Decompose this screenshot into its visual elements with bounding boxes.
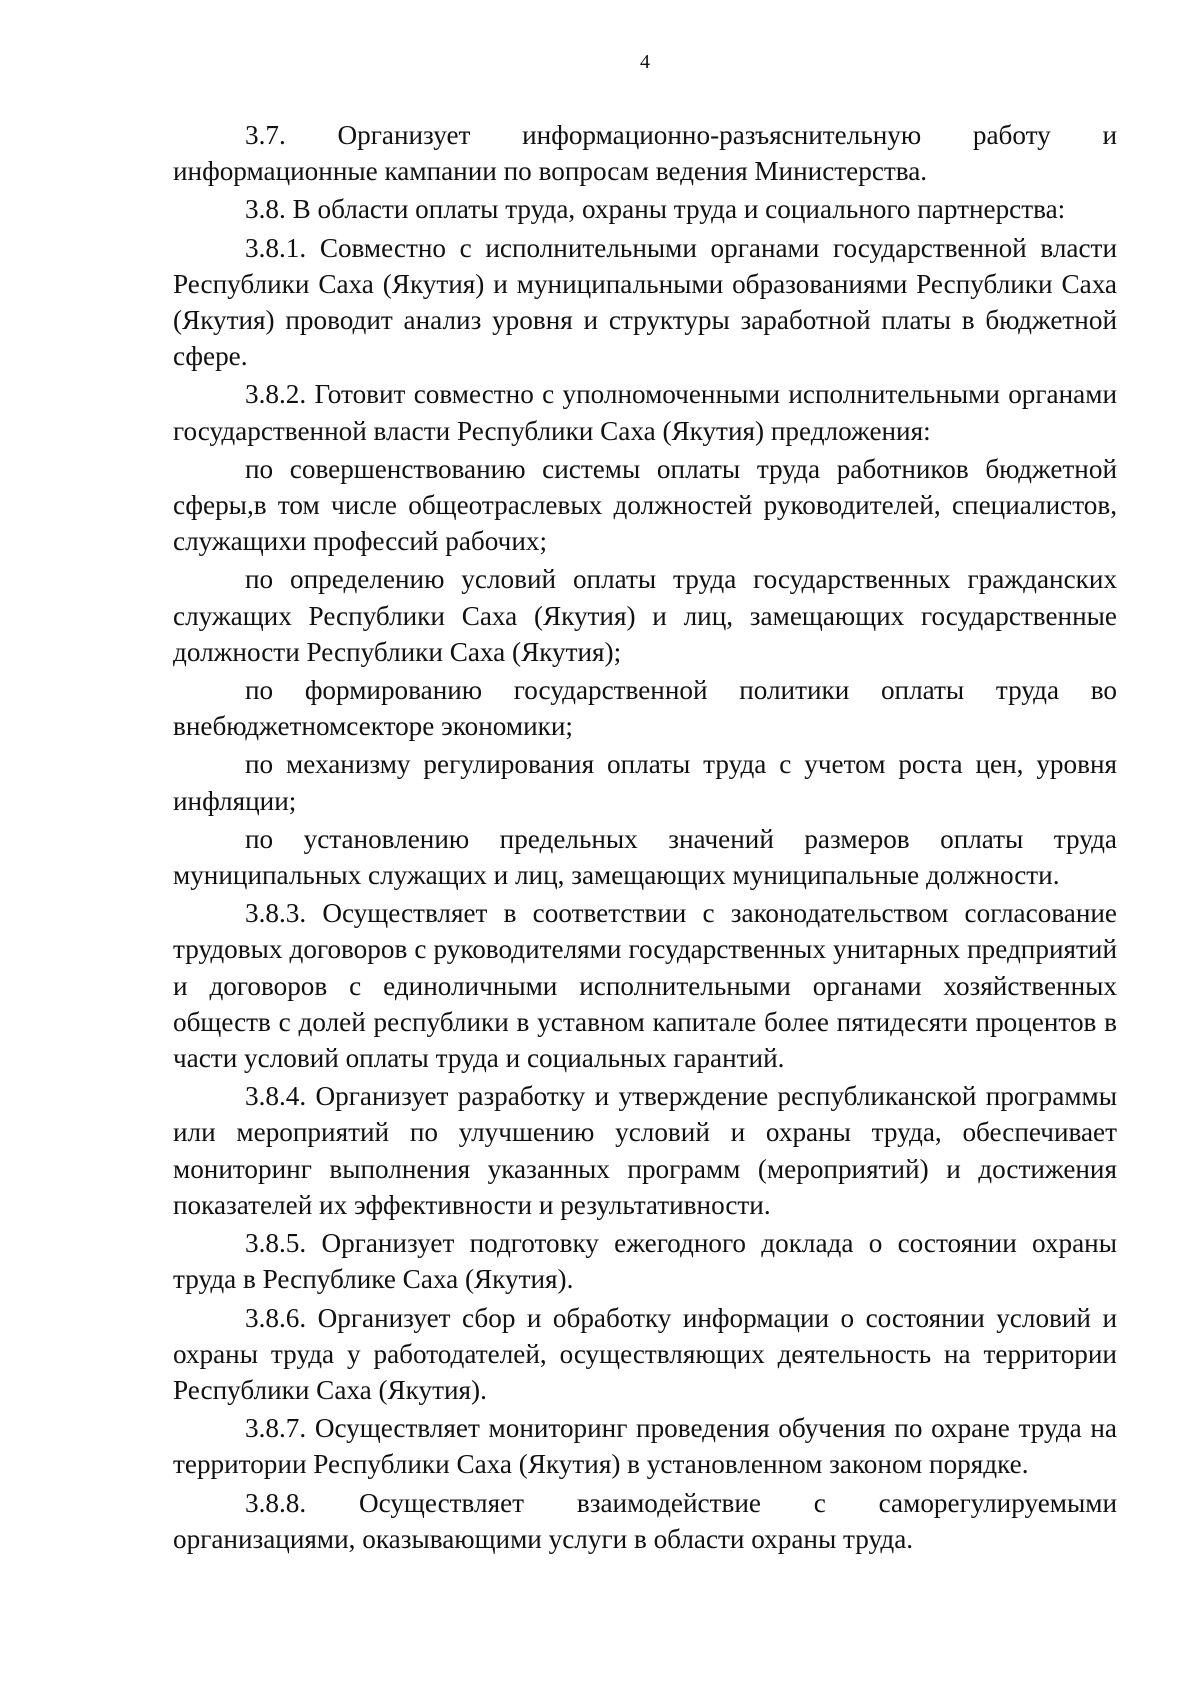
paragraph-3-8-7: 3.8.7. Осуществляет мониторинг проведения обучения по охране труда на территории Республики Саха (Якутия) в установленном законом порядке. bbox=[173, 1413, 1117, 1480]
paragraph-3-8-1: 3.8.1. Совместно с исполнительными органами государственной власти Республики Саха (Якутия) и муниципальными образованиями Республики Саха (Якутия) проводит анализ уровня и структуры заработной платы в бюджетной сфере. bbox=[173, 232, 1117, 372]
paragraph-3-8-6: 3.8.6. Организует сбор и обработку информации о состоянии условий и охраны труда у работодателей, осуществляющих деятельность на территории Республики Саха (Якутия). bbox=[173, 1302, 1117, 1405]
paragraph-3-8-4: 3.8.4. Организует разработку и утверждение республиканской программы или мероприятий по улучшению условий и охраны труда, обеспечивает мониторинг выполнения указанных программ (мероприятий) и достижения показателей их эффективности и результативности. bbox=[173, 1081, 1117, 1220]
paragraph-3-8-3: 3.8.3. Осуществляет в соответствии с законодательством согласование трудовых договоров с руководителями государственных унитарных предприятий и договоров с единоличными исполнительными органами хозяйственных обществ с долей республики в уставном капитале более пятидесяти процентов в части условий оплаты труда и социальных гарантий. bbox=[173, 898, 1117, 1074]
paragraph-3-7: 3.7. Организует информационно-разъяснительную работу и информационные кампании по вопросам ведения Министерства. bbox=[173, 120, 1117, 187]
paragraph-proposal-municipal-pay-limits: по установлению предельных значений размеров оплаты труда муниципальных служащих и лиц, замещающих муниципальные должности. bbox=[173, 823, 1117, 891]
paragraph-3-8-8: 3.8.8. Осуществляет взаимодействие с саморегулируемыми организациями, оказывающими услуги в области охраны труда. bbox=[173, 1487, 1117, 1554]
paragraph-3-8-5: 3.8.5. Организует подготовку ежегодного доклада о состоянии охраны труда в Республике Саха (Якутия). bbox=[173, 1228, 1117, 1295]
paragraph-proposal-payroll-system: по совершенствованию системы оплаты труда работников бюджетной сферы,в том числе общеотраслевых должностей руководителей, специалистов, служащихи профессий рабочих; bbox=[173, 453, 1117, 557]
document-body bbox=[173, 117, 1117, 1559]
paragraph-proposal-pay-regulation: по механизму регулирования оплаты труда с учетом роста цен, уровня инфляции; bbox=[173, 749, 1117, 816]
paragraph-3-8-2: 3.8.2. Готовит совместно с уполномоченными исполнительными органами государственной власти Республики Саха (Якутия) предложения: bbox=[173, 379, 1117, 446]
paragraph-proposal-extrabudgetary-policy: по формированию государственной политики оплаты труда во внебюджетномсекторе экономики; bbox=[173, 675, 1117, 742]
page-number: 4 bbox=[640, 51, 650, 73]
paragraph-proposal-civil-servants-pay: по определению условий оплаты труда государственных гражданских служащих Республики Саха (Якутия) и лиц, замещающих государственные должности Республики Саха (Якутия); bbox=[173, 564, 1117, 667]
paragraph-3-8: 3.8. В области оплаты труда, охраны труда и социального партнерства: bbox=[245, 194, 1066, 225]
